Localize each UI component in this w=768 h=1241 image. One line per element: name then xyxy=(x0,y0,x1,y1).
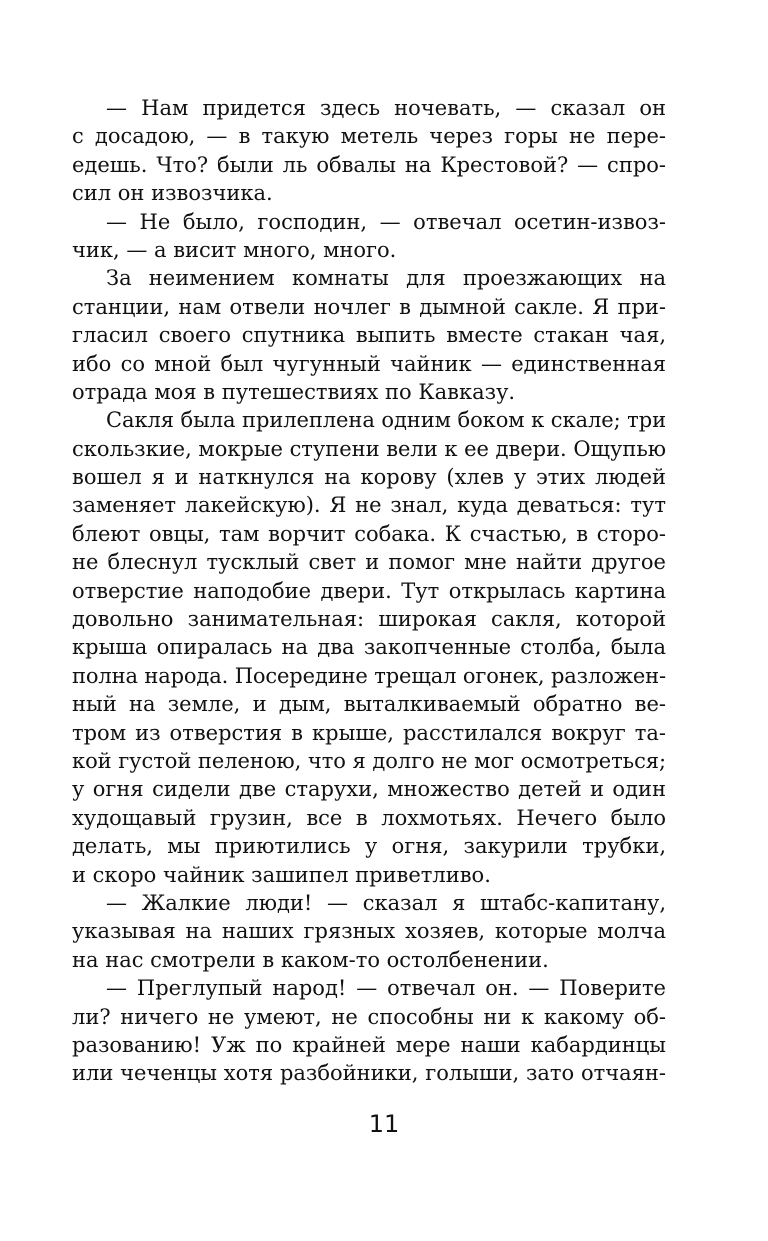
text-line: довольно занимательная: широкая сакля, которой xyxy=(72,607,666,632)
text-line: чик, — а висит много, много. xyxy=(72,237,397,262)
text-line: полна народа. Посередине трещал огонек, разложен- xyxy=(72,663,666,688)
text-line: крыша опиралась на два закопченные столба, была xyxy=(72,635,666,660)
text-line: ибо со мной был чугунный чайник — единственная xyxy=(72,351,666,376)
text-line: вошел я и наткнулся на корову (хлев у этих людей xyxy=(72,465,666,490)
text-line: отверстие наподобие двери. Тут открылась картина xyxy=(72,578,666,603)
text-line: и скоро чайник зашипел приветливо. xyxy=(72,862,491,887)
text-line: — Преглупый народ! — отвечал он. — Поверите xyxy=(106,976,666,1001)
text-line: заменяет лакейскую). Я не знал, куда деваться: тут xyxy=(72,493,666,518)
text-line: скользкие, мокрые ступени вели к ее двери. Ощупью xyxy=(72,436,666,461)
page-number: 11 xyxy=(368,1110,400,1138)
page-text xyxy=(72,94,666,1088)
text-line: — Не было, господин, — отвечал осетин-извоз- xyxy=(106,209,666,234)
text-line: не блеснул тусклый свет и помог мне найти другое xyxy=(72,550,666,575)
text-line: у огня сидели две старухи, множество детей и один xyxy=(72,777,666,802)
text-line: худощавый грузин, все в лохмотьях. Нечего было xyxy=(72,805,666,830)
text-line: разованию! Уж по крайней мере наши кабардинцы xyxy=(72,1032,666,1057)
text-line: станции, нам отвели ночлег в дымной сакле. Я при- xyxy=(72,294,666,319)
text-line: Сакля была прилеплена одним боком к скале; три xyxy=(106,408,666,433)
text-line: с досадою, — в такую метель через горы не пере- xyxy=(72,124,666,149)
text-line: гласил своего спутника выпить вместе стакан чая, xyxy=(72,323,666,348)
text-line: тром из отверстия в крыше, расстилался вокруг та- xyxy=(72,720,666,745)
text-line: ли? ничего не умеют, не способны ни к какому об- xyxy=(72,1004,666,1029)
text-line: ный на земле, и дым, выталкиваемый обратно ве- xyxy=(72,692,666,717)
text-line: — Нам придется здесь ночевать, — сказал он xyxy=(106,96,666,120)
text-line: или чеченцы хотя разбойники, голыши, зато отчаян- xyxy=(72,1061,666,1086)
text-line: на нас смотрели в каком-то остолбенении. xyxy=(72,947,549,972)
text-line: сил он извозчика. xyxy=(72,181,273,206)
text-line: отрада моя в путешествиях по Кавказу. xyxy=(72,379,516,404)
text-line: едешь. Что? были ль обвалы на Крестовой? — спро- xyxy=(72,152,666,177)
text-line: блеют овцы, там ворчит собака. К счастью, в сторо- xyxy=(72,521,666,546)
text-line: кой густой пеленою, что я долго не мог осмотреться; xyxy=(72,748,666,773)
text-line: делать, мы приютились у огня, закурили трубки, xyxy=(72,834,666,859)
text-line: За неимением комнаты для проезжающих на xyxy=(106,266,666,291)
text-line: — Жалкие люди! — сказал я штабс-капитану, xyxy=(106,890,666,915)
text-line: указывая на наших грязных хозяев, которые молча xyxy=(72,919,666,944)
